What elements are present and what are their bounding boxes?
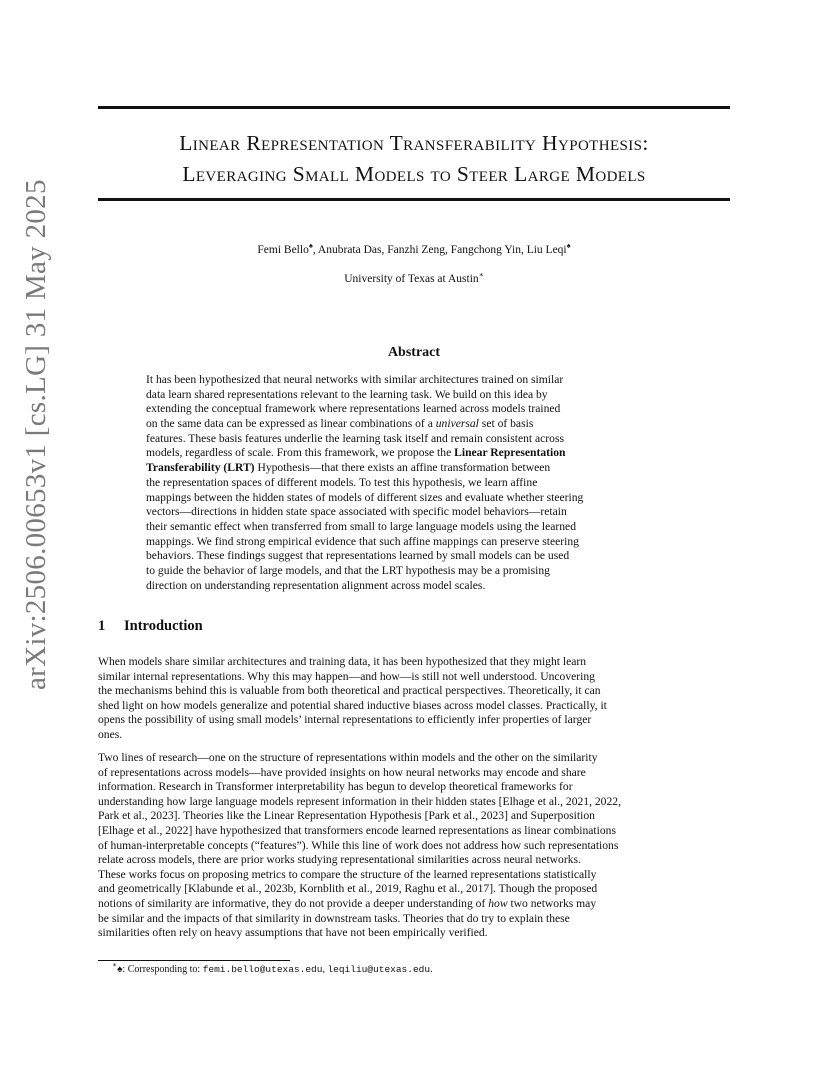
- section-number: 1: [98, 618, 106, 634]
- abstract-line: [146, 461, 682, 476]
- abstract-line: vectors—directions in hidden state space associated with specific model behaviors—retain: [146, 505, 567, 519]
- abstract-line: features. These basis features underlie the learning task itself and remain consistent across: [146, 431, 564, 445]
- body-line: similar internal representations. Why this may happen—and how—is still not well understood. Uncovering: [98, 669, 595, 683]
- section-heading: [98, 618, 203, 635]
- abstract-heading: Abstract: [387, 345, 441, 360]
- body-line: When models share similar architectures and training data, it has been hypothesized that they might learn: [98, 655, 587, 668]
- abstract-line: It has been hypothesized that neural networks with similar architectures trained on similar: [146, 373, 564, 386]
- footnote-text: : Corresponding to:: [122, 964, 203, 975]
- section-title: Introduction: [124, 618, 203, 634]
- body-text: notions of similarity are informative, they do not provide a deeper understanding of: [98, 896, 489, 910]
- abstract-text: set of basis: [478, 417, 534, 431]
- emphasis-universal: universal: [435, 417, 479, 431]
- body-line: [Elhage et al., 2022] have hypothesized that transformers encode learned representations as linear combinations: [98, 823, 616, 837]
- body-line: ones.: [98, 727, 123, 741]
- title-line: Linear Representation Transferability Hypothesis:: [179, 131, 649, 155]
- title-rule-bottom: [98, 198, 730, 201]
- body-line: be similar and the impacts of that similarity in downstream tasks. Theories that do try to explain these: [98, 911, 570, 925]
- abstract-line: mappings. We find strong empirical evidence that such affine mappings can preserve steering: [146, 534, 579, 548]
- emphasis-how: how: [488, 896, 508, 910]
- abstract-text: on the same data can be expressed as linear combinations of a: [146, 417, 436, 431]
- body-line: [98, 897, 730, 912]
- abstract-text: Hypothesis—that there exists an affine transformation between: [254, 461, 551, 475]
- abstract-line: mappings between the hidden states of models of different sizes and evaluate whether steering: [146, 490, 584, 504]
- paper-title: [98, 128, 730, 190]
- author-list: [98, 241, 730, 256]
- body-text: two networks may: [507, 896, 597, 910]
- affiliation-text: University of Texas at Austin: [344, 273, 479, 285]
- abstract-line: to guide the behavior of large models, and that the LRT hypothesis may be a promising: [146, 563, 550, 577]
- spade-icon: ♠: [308, 241, 313, 250]
- spade-icon: ♠: [117, 964, 123, 975]
- body-line: similarities often rely on heavy assumptions that have not been empirically verified.: [98, 926, 488, 940]
- abstract-body: [146, 373, 682, 593]
- footnote-text: ,: [322, 964, 328, 975]
- body-line: opens the possibility of using small models’ internal representations to efficiently infer properties of larger: [98, 713, 592, 727]
- abstract-text: models, regardless of scale. From this framework, we propose the: [146, 446, 455, 460]
- body-line: and geometrically [Klabunde et al., 2023b, Kornblith et al., 2019, Raghu et al., 2017]. Though the proposed: [98, 882, 598, 896]
- body-line: Two lines of research—one on the structure of representations within models and the other on the similarity: [98, 751, 598, 764]
- body-line: relate across models, there are prior works studying representational similarities across neural networks.: [98, 853, 581, 867]
- author-names: , Anubrata Das, Fanzhi Zeng, Fangchong Yin, Liu Leqi: [312, 244, 567, 256]
- body-line: the mechanisms behind this is valuable from both theoretical and practical perspectives. Theoretically, it can: [98, 684, 601, 698]
- asterisk-mark: ∗: [112, 960, 118, 969]
- abstract-line: data learn shared representations relevant to the learning task. We build on this idea by: [146, 387, 548, 401]
- title-rule-top: [98, 106, 730, 109]
- author-name: Femi Bello: [257, 244, 309, 256]
- bold-lrt-name: Transferability (LRT): [146, 461, 255, 475]
- footnote-text: .: [430, 964, 433, 975]
- intro-paragraph-1: [98, 655, 730, 743]
- affiliation: [98, 270, 730, 285]
- bold-lrt-name: Linear Representation: [454, 446, 566, 460]
- body-line: information. Research in Transformer interpretability has begun to develop theoretical frameworks for: [98, 780, 573, 794]
- abstract-line: direction on understanding representation alignment across model scales.: [146, 578, 486, 592]
- abstract-line: [146, 417, 682, 432]
- footnote: [112, 960, 433, 975]
- body-line: understanding how large language models represent information in their hidden states [Elhage et al., 2021, 2022,: [98, 794, 621, 808]
- abstract-line: extending the conceptual framework where representations learned across models trained: [146, 402, 561, 416]
- body-line: of representations across models—have provided insights on how neural networks may encode and share: [98, 765, 586, 779]
- email-link-leqi[interactable]: leqiliu@utexas.edu: [327, 964, 431, 975]
- asterisk-mark: ∗: [478, 270, 484, 279]
- abstract-line: behaviors. These findings suggest that representations learned by small models can be used: [146, 549, 570, 563]
- body-line: of human-interpretable concepts (“features”). While this line of work does not address how such representations: [98, 838, 619, 852]
- abstract-line: their semantic effect when transferred from small to large language models using the learned: [146, 519, 576, 533]
- body-line: shed light on how models generalize and potential shared inductive biases across model classes. Practically, it: [98, 698, 607, 712]
- body-line: These works focus on proposing metrics to compare the structure of the learned representations statistically: [98, 867, 597, 881]
- email-link-bello[interactable]: femi.bello@utexas.edu: [202, 964, 323, 975]
- intro-paragraph-2: [98, 751, 730, 941]
- footnote-rule: [98, 960, 290, 961]
- abstract-line: the representation spaces of different models. To test this hypothesis, we learn affine: [146, 475, 538, 489]
- arxiv-identifier: arXiv:2506.00653v1 [cs.LG] 31 May 2025: [20, 179, 52, 690]
- title-line: Leveraging Small Models to Steer Large Models: [182, 162, 646, 186]
- abstract-line: [146, 446, 682, 461]
- body-line: Park et al., 2023]. Theories like the Linear Representation Hypothesis [Park et al., 2023] and Superposition: [98, 809, 595, 823]
- spade-icon: ♠: [566, 241, 571, 250]
